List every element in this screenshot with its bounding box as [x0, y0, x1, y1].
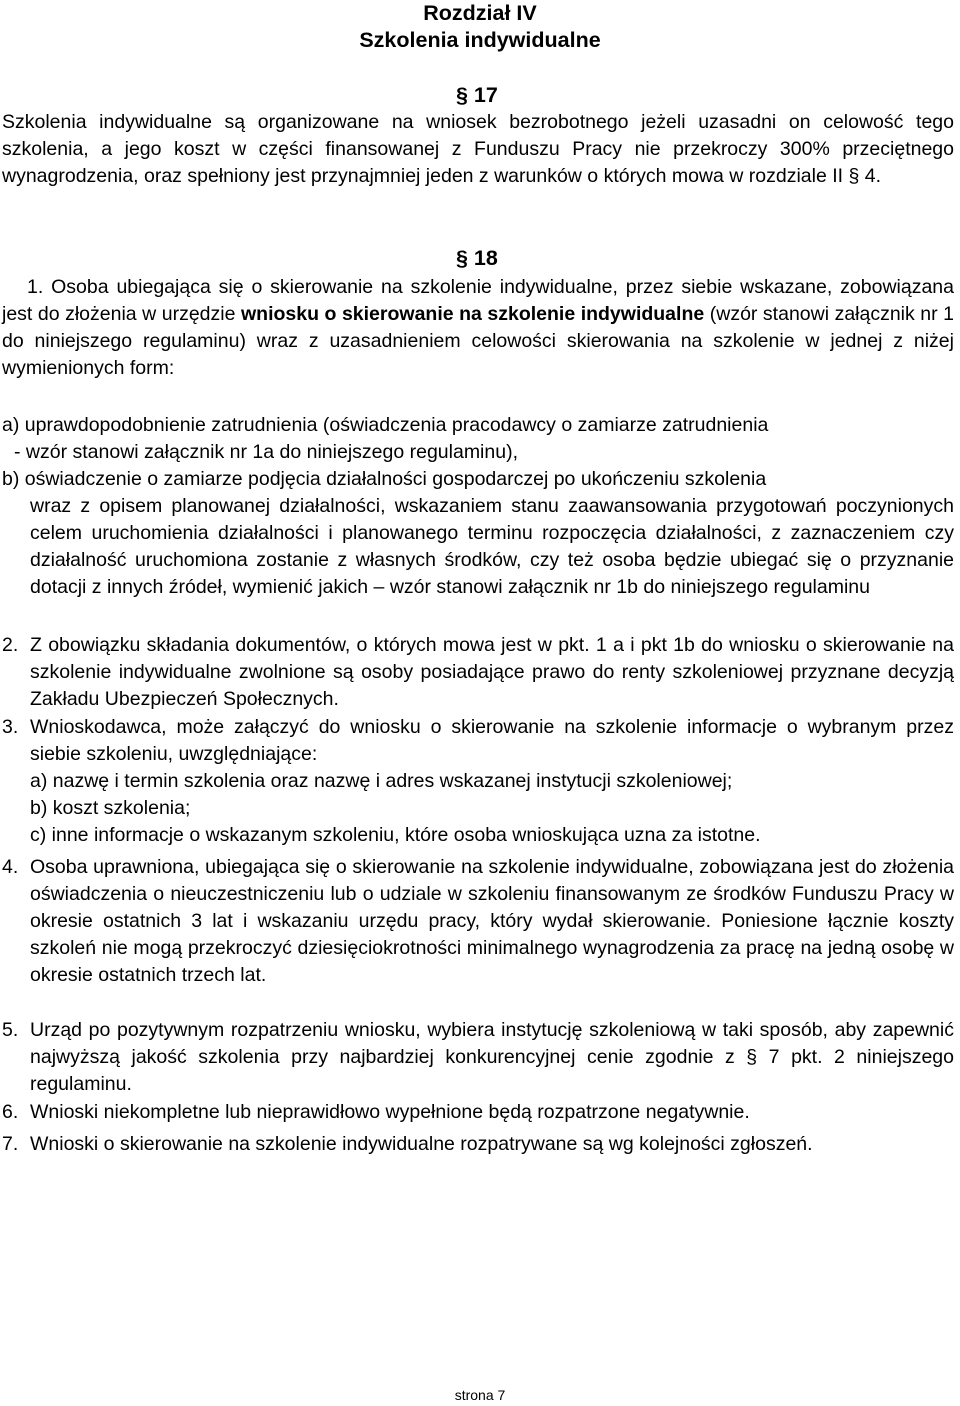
section-17-mark: § 17	[456, 83, 498, 107]
list-item-3a: a) nazwę i termin szkolenia oraz nazwę i adres wskazanej instytucji szkoleniowej;	[30, 770, 733, 792]
list-item-1b-rest: wraz z opisem planowanej działalności, wskazaniem stanu zaawansowania przygotowań poczynionych celem uruchomienia działalności i planowanego terminu rozpoczęcia działalności, z zaznaczeniem czy działalność uruchomiona zostanie z własnych środków, czy też osoba będzie ubiegać się o przyznanie dotacji z innych źródeł, wymienić jakich – wzór stanowi załącznik nr 1b do niniejszego regulaminu	[30, 495, 954, 598]
list-item-1-tail: (wzór stanowi załącznik nr 1 do niniejszego regulaminu) wraz z uzasadnieniem celowości skierowania na szkolenie w jednej z niżej wymienionych form:	[2, 303, 954, 379]
list-item-2-number: 2.	[2, 634, 19, 656]
list-item-1-lead: Osoba ubiegająca się o skierowanie na szkolenie indywidualne, przez siebie wskazane, zobowiązana jest do złożenia w urzędzie	[2, 276, 954, 325]
chapter-title: Szkolenia indywidualne	[359, 28, 601, 52]
list-item-6	[2, 1099, 954, 1126]
section-18-mark: § 18	[456, 246, 498, 270]
list-item-1b-first: b) oświadczenie o zamiarze podjęcia działalności gospodarczej po ukończeniu szkolenia	[2, 468, 767, 490]
list-item-1-bold: wniosku o skierowanie na szkolenie indywidualne	[240, 303, 705, 325]
list-item-3c: c) inne informacje o wskazanym szkoleniu, które osoba wnioskująca uzna za istotne.	[30, 824, 761, 846]
list-item-2-text: Z obowiązku składania dokumentów, o których mowa jest w pkt. 1 a i pkt 1b do wniosku o skierowanie na szkolenie indywidualne zwolnione są osoby posiadające prawo do renty szkoleniowej przyznane decyzją Zakładu Ubezpieczeń Społecznych.	[30, 634, 954, 710]
list-item-3b: b) koszt szkolenia;	[30, 797, 191, 819]
list-item-1-body	[2, 274, 954, 382]
section-17-paragraph: Szkolenia indywidualne są organizowane na wniosek bezrobotnego jeżeli uzasadni on celowość tego szkolenia, a jego koszt w części finansowanej z Funduszu Pracy nie przekroczy 300% przeciętnego wynagrodzenia, oraz spełniony jest przynajmniej jeden z warunków o których mowa w rozdziale II § 4.	[2, 111, 954, 187]
list-item-1a-dash: - wzór stanowi załącznik nr 1a do niniejszego regulaminu),	[14, 441, 518, 463]
list-item-3-number: 3.	[2, 716, 19, 738]
list-item-5-text: Urząd po pozytywnym rozpatrzeniu wniosku, wybiera instytucję szkoleniową w taki sposób, aby zapewnić najwyższą jakość szkolenia przy najbardziej konkurencyjnej cenie zgodnie z § 7 pkt. 2 niniejszego regulaminu.	[30, 1019, 954, 1095]
list-item-3-text: Wnioskodawca, może załączyć do wniosku o skierowanie na szkolenie informacje o wybranym przez siebie szkoleniu, uwzględniające:	[30, 716, 954, 765]
list-item-7	[2, 1131, 954, 1158]
list-item-1-number: 1.	[27, 276, 44, 298]
list-item-4	[2, 854, 954, 989]
list-item-5	[2, 1017, 954, 1098]
list-item-7-number: 7.	[2, 1133, 19, 1155]
list-item-1b	[2, 466, 954, 601]
list-item-5-number: 5.	[2, 1019, 19, 1041]
list-item-2	[2, 632, 954, 713]
list-item-1a	[2, 412, 954, 466]
list-item-3	[2, 714, 954, 849]
list-item-1a-text: a) uprawdopodobnienie zatrudnienia (oświadczenia pracodawcy o zamiarze zatrudnienia	[2, 414, 769, 436]
list-item-6-text: Wnioski niekompletne lub nieprawidłowo wypełnione będą rozpatrzone negatywnie.	[30, 1101, 750, 1123]
page-number: strona 7	[454, 1387, 506, 1403]
list-item-6-number: 6.	[2, 1101, 19, 1123]
list-item-3-body	[30, 714, 954, 849]
list-item-1	[2, 274, 954, 382]
list-item-4-number: 4.	[2, 856, 19, 878]
chapter-heading: Rozdział IV	[423, 1, 537, 25]
list-item-7-text: Wnioski o skierowanie na szkolenie indywidualne rozpatrywane są wg kolejności zgłoszeń.	[30, 1133, 813, 1155]
list-item-4-text: Osoba uprawniona, ubiegająca się o skierowanie na szkolenie indywidualne, zobowiązana jest do złożenia oświadczenia o nieuczestniczeniu lub o udziale w szkoleniu finansowanym ze środków Funduszu Pracy w okresie ostatnich 3 lat i wskazaniu urzędu pracy, który wydał skierowanie. Poniesione łącznie koszty szkoleń nie mogą przekroczyć dziesięciokrotności minimalnego wynagrodzenia za pracę na jedną osobę w okresie ostatnich trzech lat.	[30, 856, 954, 986]
